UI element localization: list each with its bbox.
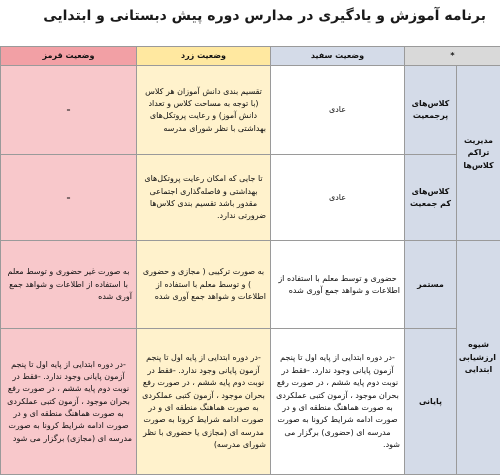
group-label-density: مدیریت تراکم کلاس‌ها [457, 66, 500, 241]
red-status-cell: – [1, 155, 137, 241]
row-label: مستمر [405, 241, 457, 329]
table-row [1, 329, 500, 475]
table-row [1, 241, 500, 329]
table-header-row [1, 47, 500, 66]
white-status-header: وضعیت سفید [271, 47, 405, 66]
yellow-status-cell: تا جایی که امکان رعایت پروتکل‌های بهداشتی و فاصله‌گذاری اجتماعی مقدور باشد تقسیم بندی کلاس‌ها ضرورتی ندارد. [137, 155, 271, 241]
group-label-evaluation: شیوه ارزشیابی ابتدایی [457, 241, 500, 475]
star-header-cell: * [405, 47, 500, 66]
white-status-cell: -در دوره ابتدایی از پایه اول تا پنجم آزمون پایانی وجود ندارد. -فقط در نوبت دوم پایه ششم ، در صورت رفع بحران موجود ، آزمون کتبی عملکردی به صورت هماهنگ منطقه ای و در صورت ادامه شرایط کرونا به صورت مدرسه ای (حضوری) برگزار می شود. [271, 329, 405, 475]
white-status-cell: عادی [271, 66, 405, 155]
page-title: برنامه آموزش و یادگیری در مدارس دوره پیش دبستانی و ابتدایی [43, 8, 486, 24]
row-label: پایانی [405, 329, 457, 475]
red-status-header: وضعیت قرمز [1, 47, 137, 66]
row-label: کلاس‌های کم جمعیت [405, 155, 457, 241]
red-status-cell: – [1, 66, 137, 155]
evaluation-plan-table [0, 46, 500, 475]
table-row [1, 66, 500, 155]
table-row [1, 155, 500, 241]
yellow-status-cell: -در دوره ابتدایی از پایه اول تا پنجم آزمون پایانی وجود ندارد. -فقط در نوبت دوم پایه ششم ، در صورت رفع بحران موجود ، آزمون کتبی عملکردی به صورت هماهنگ منطقه ای و در صورت ادامه شرایط کرونا به صورت مدرسه ای (مجازی یا حضوری با نظر شورای مدرسه) [137, 329, 271, 475]
yellow-status-header: وضعیت زرد [137, 47, 271, 66]
white-status-cell: حضوری و توسط معلم با استفاده از اطلاعات و شواهد جمع آوری شده [271, 241, 405, 329]
white-status-cell: عادی [271, 155, 405, 241]
yellow-status-cell: به صورت ترکیبی ( مجازی و حضوری ) و توسط معلم با استفاده از اطلاعات و شواهد جمع آوری شده [137, 241, 271, 329]
red-status-cell: -در دوره ابتدایی از پایه اول تا پنجم آزمون پایانی وجود ندارد. -فقط در نوبت دوم پایه ششم ، در صورت رفع بحران موجود ، آزمون کتبی عملکردی به صورت هماهنگ منطقه ای و در صورت ادامه شرایط کرونا به صورت مدرسه ای (مجازی) برگزار می شود [1, 329, 137, 475]
yellow-status-cell: تقسیم بندی دانش آموزان هر کلاس (با توجه به مساحت کلاس و تعداد دانش آموز) و رعایت پروتکل‌های بهداشتی با نظر شورای مدرسه [137, 66, 271, 155]
red-status-cell: به صورت غیر حضوری و توسط معلم با استفاده از اطلاعات و شواهد جمع آوری شده [1, 241, 137, 329]
row-label: کلاس‌های پرجمعیت [405, 66, 457, 155]
